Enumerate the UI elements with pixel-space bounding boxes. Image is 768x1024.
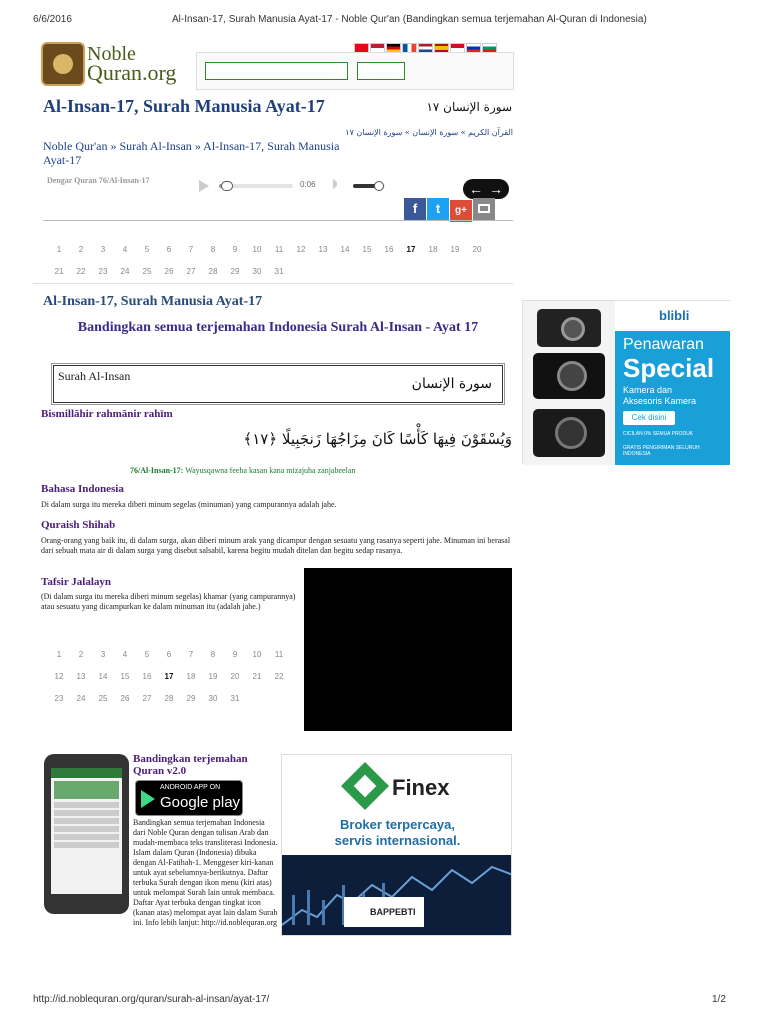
pager-link-1[interactable]: 1 (56, 650, 62, 659)
twitter-icon[interactable]: t (427, 198, 449, 220)
ad-cta-button[interactable]: Cek disini (623, 411, 675, 425)
share-bar (404, 198, 514, 220)
pager-link-31[interactable]: 31 (274, 267, 284, 276)
page-title-arabic: سورة الإنسان ١٧ (426, 100, 512, 114)
ad-blibli[interactable] (522, 300, 730, 464)
facebook-icon[interactable]: f (404, 198, 426, 220)
pager-link-23[interactable]: 23 (54, 694, 64, 703)
pager-link-4[interactable]: 4 (122, 650, 128, 659)
bappebti-badge: BAPPEBTI (344, 897, 424, 927)
print-date: 6/6/2016 (33, 14, 72, 25)
ayah-translit-text: Wayusqawna feeha kasan kana mizajuha zanjabeelan (185, 466, 356, 475)
pager-link-12[interactable]: 12 (54, 672, 64, 681)
pager-link-4[interactable]: 4 (122, 245, 128, 254)
pager-link-6[interactable]: 6 (166, 650, 172, 659)
audio-label: Dengar Quran 76/Al-Insan-17 (47, 176, 150, 185)
pager-link-17[interactable]: 17 (406, 245, 416, 254)
surah-box (53, 365, 503, 403)
pager-link-14[interactable]: 14 (340, 245, 350, 254)
pager-link-13[interactable]: 13 (318, 245, 328, 254)
compare-heading: Bandingkan semua terjemahan Indonesia Surah Al-Insan - Ayat 17 (77, 320, 479, 335)
next-ayah-icon[interactable]: → (489, 181, 503, 197)
pager-link-1[interactable]: 1 (56, 245, 62, 254)
pager-link-3[interactable]: 3 (100, 245, 106, 254)
breadcrumb-item-ayah[interactable]: Al-Insan-17, Surah Manusia Ayat-17 (43, 139, 340, 167)
ad-finex[interactable] (281, 754, 512, 936)
pager-link-9[interactable]: 9 (232, 650, 238, 659)
search-button[interactable] (357, 62, 405, 80)
pager-link-26[interactable]: 26 (120, 694, 130, 703)
pager-link-22[interactable]: 22 (274, 672, 284, 681)
pager-link-31[interactable]: 31 (230, 694, 240, 703)
pager-link-27[interactable]: 27 (142, 694, 152, 703)
breadcrumb (43, 139, 343, 167)
pager-link-10[interactable]: 10 (252, 650, 262, 659)
page-title: Al-Insan-17, Surah Manusia Ayat-17 (43, 96, 325, 116)
badge-top-text: ANDROID APP ON (160, 784, 221, 791)
pager-link-18[interactable]: 18 (428, 245, 438, 254)
volume-handle[interactable] (374, 181, 384, 191)
breadcrumb-arabic[interactable]: القرآن الكريم » سورة الإنسان » سورة الإنسان ١٧ (345, 128, 513, 137)
blibli-logo: blibli (659, 308, 690, 323)
google-play-badge[interactable] (135, 780, 243, 816)
ad-line2: Special (623, 353, 715, 383)
section-title: Al-Insan-17, Surah Manusia Ayat-17 (43, 294, 263, 309)
finex-logo-icon (341, 762, 389, 810)
camera-icon (533, 353, 605, 399)
pager-link-28[interactable]: 28 (164, 694, 174, 703)
search-input[interactable] (205, 62, 348, 80)
pager-link-14[interactable]: 14 (98, 672, 108, 681)
pager-link-18[interactable]: 18 (186, 672, 196, 681)
pager-link-2[interactable]: 2 (78, 245, 84, 254)
pager-link-29[interactable]: 29 (186, 694, 196, 703)
ayah-pager-bottom (48, 644, 298, 702)
search-bar (196, 52, 514, 90)
pager-link-11[interactable]: 11 (274, 245, 284, 254)
breadcrumb-item-home[interactable]: Noble Qur'an (43, 139, 108, 153)
divider (33, 283, 513, 284)
pager-link-15[interactable]: 15 (362, 245, 372, 254)
pager-link-25[interactable]: 25 (142, 267, 152, 276)
audio-progress-track[interactable] (219, 184, 293, 188)
pager-link-20[interactable]: 20 (230, 672, 240, 681)
app-promo-title: Bandingkan terjemahan Quran v2.0 (133, 753, 248, 777)
pager-link-24[interactable]: 24 (120, 267, 130, 276)
breadcrumb-item-surah[interactable]: Surah Al-Insan (119, 139, 192, 153)
volume-track[interactable] (353, 184, 385, 188)
translation-text-quraish: Orang-orang yang baik itu, di dalam surga, akan diberi minum arak yang dicampur dengan sesuatu yang rasanya seperti jahe. Minuman ini berasal dari sebuah mata air di dalam surga yang disebut salsabil, karena begitu mudah ditelan dan begitu sedap rasanya. (41, 536, 511, 555)
badge-main-text: Google play (160, 794, 241, 811)
ad-line3: Kamera dan (623, 385, 673, 395)
pager-link-27[interactable]: 27 (186, 267, 196, 276)
pager-link-8[interactable]: 8 (210, 650, 216, 659)
pager-link-28[interactable]: 28 (208, 267, 218, 276)
pager-link-24[interactable]: 24 (76, 694, 86, 703)
ayah-nav (463, 179, 509, 199)
pager-link-19[interactable]: 19 (208, 672, 218, 681)
pager-link-15[interactable]: 15 (120, 672, 130, 681)
finex-line2: servis internasional. (334, 833, 461, 848)
print-page-number: 1/2 (712, 994, 726, 1005)
audio-time: 0:06 (300, 180, 316, 189)
pager-link-7[interactable]: 7 (188, 650, 194, 659)
breadcrumb-separator: » (194, 139, 201, 153)
ayah-pager-top (48, 239, 518, 275)
breadcrumb-separator: » (110, 139, 117, 153)
pager-link-20[interactable]: 20 (472, 245, 482, 254)
translation-name-jalalayn: Tafsir Jalalayn (41, 576, 111, 588)
print-title: Al-Insan-17, Surah Manusia Ayat-17 - Noble Qur'an (Bandingkan semua terjemahan Al-Quran di Indonesia) (172, 14, 647, 25)
pager-link-17[interactable]: 17 (164, 672, 174, 681)
finex-line1: Broker terpercaya, (340, 817, 455, 832)
translation-text-jalalayn: (Di dalam surga itu mereka diberi minum segelas) khamar (yang campurannya) atau sesuatu yang dicampurkan ke dalam minuman itu (adalah jahe.) (41, 592, 296, 611)
pager-link-25[interactable]: 25 (98, 694, 108, 703)
pager-link-3[interactable]: 3 (100, 650, 106, 659)
pager-link-5[interactable]: 5 (144, 650, 150, 659)
ayah-ref: 76/Al-Insan-17: (130, 466, 184, 475)
finex-brand: Finex (392, 775, 450, 800)
bismillah: Bismillāhir rahmānir rahīm (41, 408, 173, 420)
pager-link-30[interactable]: 30 (208, 694, 218, 703)
print-icon[interactable] (473, 198, 495, 220)
gplus-icon[interactable]: g+ (450, 200, 472, 222)
pager-link-13[interactable]: 13 (76, 672, 86, 681)
pager-link-16[interactable]: 16 (142, 672, 152, 681)
play-store-icon (141, 790, 155, 808)
ayah-transliteration (130, 466, 512, 475)
camera-icon (537, 309, 601, 347)
pager-link-23[interactable]: 23 (98, 267, 108, 276)
surah-name-arabic: سورة الإنسان (411, 376, 492, 392)
logo-line2: Quran.org (87, 60, 177, 85)
translation-name-indonesia: Bahasa Indonesia (41, 483, 124, 495)
camera-icon (533, 409, 605, 457)
pager-link-11[interactable]: 11 (274, 650, 284, 659)
pager-link-21[interactable]: 21 (54, 267, 64, 276)
phone-screenshot (44, 754, 129, 914)
pager-link-16[interactable]: 16 (384, 245, 394, 254)
translation-text-indonesia: Di dalam surga itu mereka diberi minum segelas (minuman) yang campurannya adalah jahe. (41, 500, 337, 509)
pager-link-8[interactable]: 8 (210, 245, 216, 254)
ad-line1: Penawaran (623, 336, 704, 353)
pager-link-12[interactable]: 12 (296, 245, 306, 254)
pager-link-2[interactable]: 2 (78, 650, 84, 659)
prev-ayah-icon[interactable]: ← (469, 181, 483, 197)
quran-book-icon (41, 42, 85, 86)
divider (43, 220, 513, 221)
ad-note2: GRATIS PENGIRIMAN SELURUH INDONESIA (623, 445, 700, 457)
video-embed[interactable] (304, 568, 512, 731)
pager-link-22[interactable]: 22 (76, 267, 86, 276)
translation-name-quraish: Quraish Shihab (41, 519, 116, 531)
ad-line4: Aksesoris Kamera (623, 396, 697, 406)
pager-link-19[interactable]: 19 (450, 245, 460, 254)
pager-link-26[interactable]: 26 (164, 267, 174, 276)
pager-link-21[interactable]: 21 (252, 672, 262, 681)
print-url: http://id.noblequran.org/quran/surah-al-insan/ayat-17/ (33, 994, 270, 1005)
pager-link-29[interactable]: 29 (230, 267, 240, 276)
pager-link-9[interactable]: 9 (232, 245, 238, 254)
pager-link-7[interactable]: 7 (188, 245, 194, 254)
pager-link-5[interactable]: 5 (144, 245, 150, 254)
ayah-arabic: وَيُسْقَوْنَ فِيهَا كَأْسًا كَانَ مِزَاجُهَا زَنجَبِيلًا ﴿١٧﴾ (243, 430, 512, 448)
pager-link-10[interactable]: 10 (252, 245, 262, 254)
volume-icon[interactable] (333, 179, 343, 189)
site-logo[interactable] (41, 40, 181, 88)
play-icon[interactable] (199, 180, 209, 192)
audio-progress-handle[interactable] (221, 181, 233, 191)
pager-link-30[interactable]: 30 (252, 267, 262, 276)
surah-name-latin: Surah Al-Insan (58, 369, 131, 383)
pager-link-6[interactable]: 6 (166, 245, 172, 254)
app-promo-body: Bandingkan semua terjemahan Indonesia dari Noble Quran dengan tulisan Arab dan mudah-membaca teks transliterasi Indonesia. Islam dalam Quran (Indonesia) dibuka dengan Al-Fatihah-1. Menggeser kiri-kanan untuk ayat sebelumnya-berikutnya. Daftar terbuka Surah dengan ikon menu (kiri atas) untuk melompat Surah lain untuk membaca. Daftar Ayat terbuka dengan tingkat icon (kanan atas) melompat ayat lain dalam Surah ini. Info lebih lanjut: http://id.noblequran.org (133, 818, 278, 927)
audio-player (43, 176, 513, 196)
logo-line1: Noble (87, 43, 136, 65)
ad-note1: CICILAN 0% SEMUA PRODUK (623, 431, 694, 437)
